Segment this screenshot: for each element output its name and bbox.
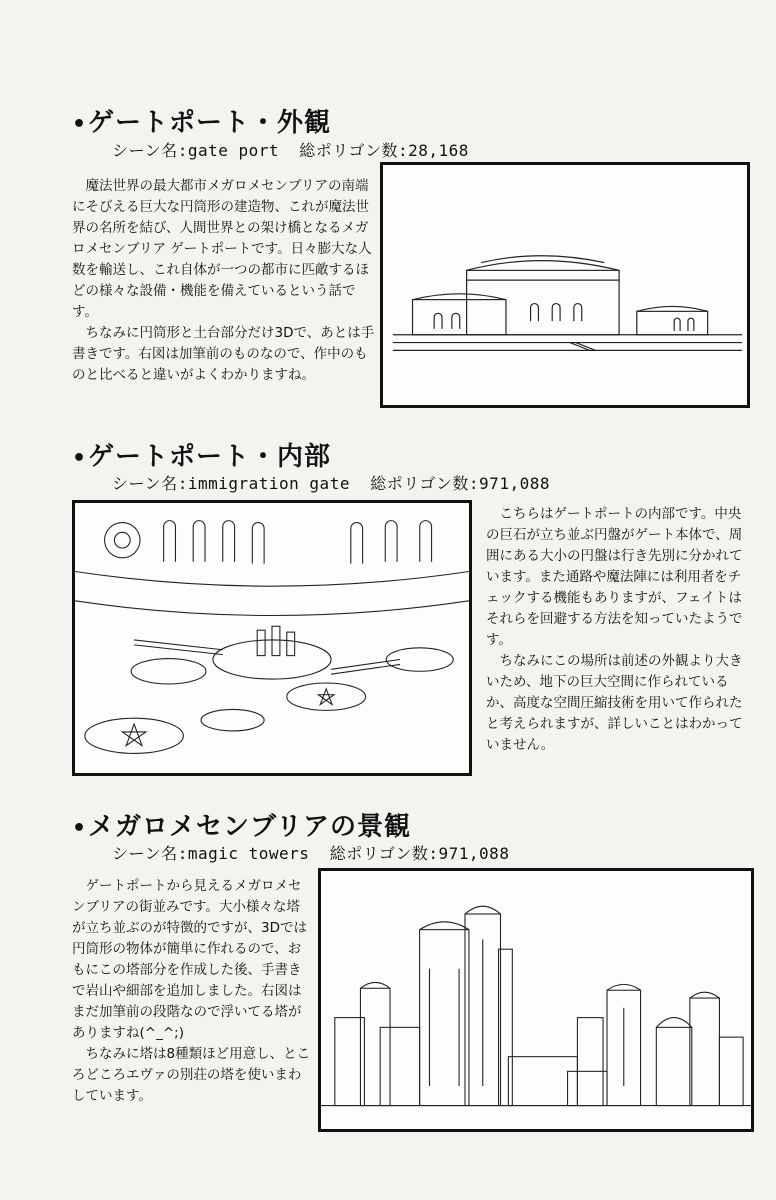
render-magic-towers (318, 868, 754, 1132)
paragraph: こちらはゲートポートの内部です。中央の巨石が立ち並ぶ円盤がゲート本体で、周囲にある大小の円盤は行き先別に分かれています。また通路や魔法陣には利用者をチェックする機能もありますが、フェイトはそれらを回避する方法を知っていたようです。 (486, 506, 743, 648)
paragraph: ちなみにこの場所は前述の外観より大きいため、地下の巨大空間に作られているか、高度な空間圧縮技術を用いて作られたと考えられますが、詳しいことはわかっていません。 (486, 653, 743, 753)
gate-port-interior-drawing (75, 503, 469, 773)
bullet-icon: • (72, 816, 88, 841)
scene-meta-magic-towers: シーン名:magic towers 総ポリゴン数:971,088 (112, 844, 510, 863)
section-title-gate-port-exterior: •ゲートポート・外観 (72, 108, 332, 138)
scene-meta-immigration-gate: シーン名:immigration gate 総ポリゴン数:971,088 (112, 474, 550, 493)
magic-towers-drawing (321, 871, 751, 1129)
description-gate-port-exterior (72, 176, 378, 386)
bullet-icon: • (72, 446, 88, 471)
description-gate-port-interior (486, 504, 748, 756)
section-title-gate-port-interior: •ゲートポート・内部 (72, 442, 332, 472)
description-megalomesenbria-view (72, 876, 312, 1107)
section-title-megalomesenbria-view: •メガロメセンブリアの景観 (72, 812, 411, 842)
paragraph: 魔法世界の最大都市メガロメセンブリアの南端にそびえる巨大な円筒形の建造物、これが魔法世界の名所を結び、人間世界との架け橋となるメガロメセンブリア ゲートポートです。日々膨大な人数を輸送し、これ自体が一つの都市に匹敵するほどの様々な設備・機能を備えているという話です。 (72, 178, 372, 320)
paragraph: ちなみに円筒形と土台部分だけ3Dで、あとは手書きです。右図は加筆前のものなので、作中のものと比べると違いがよくわかりますね。 (72, 325, 375, 383)
paragraph: ゲートポートから見えるメガロメセンブリアの街並みです。大小様々な塔が立ち並ぶのが特徴的ですが、3Dでは円筒形の物体が簡単に作れるので、おもにこの塔部分を作成した後、手書きで岩山や細部を追加しました。右図はまだ加筆前の段階なので浮いてる塔がありますね(^_^;) (72, 878, 307, 1041)
gate-port-exterior-drawing (383, 165, 747, 405)
bullet-icon: • (72, 112, 88, 137)
paragraph: ちなみに塔は8種類ほど用意し、ところどころエヴァの別荘の塔を使いまわしています。 (72, 1046, 311, 1104)
render-gate-port-interior (72, 500, 472, 776)
render-gate-port-exterior (380, 162, 750, 408)
scene-meta-gate-port: シーン名:gate port 総ポリゴン数:28,168 (112, 141, 469, 160)
